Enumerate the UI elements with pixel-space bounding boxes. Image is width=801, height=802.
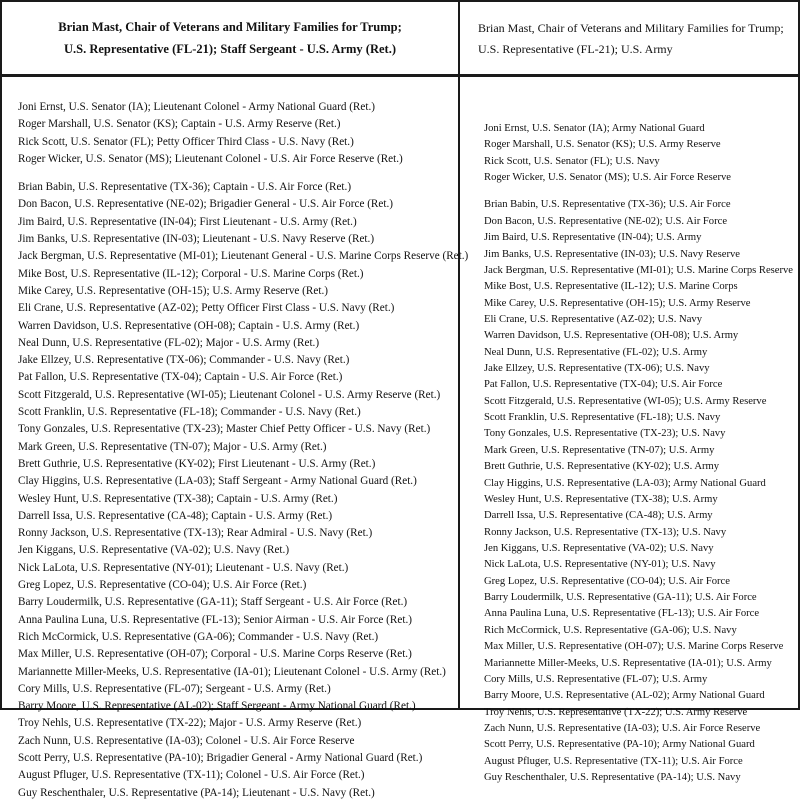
list-item: Brett Guthrie, U.S. Representative (KY-02); First Lieutenant - U.S. Army (Ret.)	[18, 457, 376, 470]
list-item: Greg Lopez, U.S. Representative (CO-04); U.S. Air Force (Ret.)	[18, 579, 307, 592]
list-item: Joni Ernst, U.S. Senator (IA); Army National Guard	[484, 123, 705, 134]
list-item: Brian Babin, U.S. Representative (TX-36); Captain - U.S. Air Force (Ret.)	[18, 181, 352, 194]
list-item: Don Bacon, U.S. Representative (NE-02); U.S. Air Force	[484, 215, 728, 227]
list-item: Nick LaLota, U.S. Representative (NY-01); Lieutenant - U.S. Navy (Ret.)	[18, 561, 349, 574]
list-item: Barry Loudermilk, U.S. Representative (GA-11); U.S. Air Force	[484, 592, 757, 604]
header-left-line2: U.S. Representative (FL-21); Staff Sergeant - U.S. Army (Ret.)	[64, 42, 396, 56]
header-row	[2, 2, 798, 77]
list-item: Zach Nunn, U.S. Representative (IA-03); U.S. Air Force Reserve	[484, 722, 761, 734]
list-item: Barry Moore, U.S. Representative (AL-02); Army National Guard	[484, 690, 765, 702]
list-item: August Pfluger, U.S. Representative (TX-11); U.S. Air Force	[484, 755, 743, 767]
list-item: Barry Loudermilk, U.S. Representative (GA-11); Staff Sergeant - U.S. Air Force (Ret.)	[18, 596, 408, 609]
list-item: Mariannette Miller-Meeks, U.S. Representative (IA-01); U.S. Army	[484, 657, 772, 669]
right-representatives-list	[484, 197, 793, 786]
list-item: Cory Mills, U.S. Representative (FL-07); Sergeant - U.S. Army (Ret.)	[18, 682, 331, 695]
right-senators-list	[484, 121, 793, 186]
list-item: Max Miller, U.S. Representative (OH-07); Corporal - U.S. Marine Corps Reserve (Ret.)	[18, 648, 412, 661]
list-item: Jack Bergman, U.S. Representative (MI-01); U.S. Marine Corps Reserve	[484, 264, 794, 276]
list-item: Rich McCormick, U.S. Representative (GA-06); U.S. Navy	[484, 624, 737, 636]
list-item: Darrell Issa, U.S. Representative (CA-48); U.S. Army	[484, 510, 713, 522]
list-item: Anna Paulina Luna, U.S. Representative (FL-13); Senior Airman - U.S. Air Force (Ret.)	[18, 613, 412, 626]
list-item: Rick Scott, U.S. Senator (FL); U.S. Navy	[484, 155, 660, 167]
list-item: Roger Wicker, U.S. Senator (MS); Lieutenant Colonel - U.S. Air Force Reserve (Ret.)	[18, 152, 403, 165]
list-item: Wesley Hunt, U.S. Representative (TX-38); U.S. Army	[484, 493, 718, 505]
list-item: Warren Davidson, U.S. Representative (OH-08); Captain - U.S. Army (Ret.)	[18, 319, 360, 332]
list-item: Jack Bergman, U.S. Representative (MI-01); Lieutenant General - U.S. Marine Corps Reserve (Ret.)	[18, 250, 469, 263]
list-item: Roger Marshall, U.S. Senator (KS); Captain - U.S. Army Reserve (Ret.)	[18, 118, 341, 131]
header-right-line2: U.S. Representative (FL-21); U.S. Army	[478, 42, 673, 56]
header-right-line1: Brian Mast, Chair of Veterans and Military Families for Trump;	[478, 21, 784, 35]
list-item: Barry Moore, U.S. Representative (AL-02); Staff Sergeant - Army National Guard (Ret.)	[18, 700, 416, 713]
left-representatives-list	[18, 179, 469, 802]
list-item: Jim Banks, U.S. Representative (IN-03); Lieutenant - U.S. Navy Reserve (Ret.)	[18, 233, 375, 246]
list-item: Scott Perry, U.S. Representative (PA-10); Brigadier General - Army National Guard (Ret.)	[18, 751, 423, 764]
list-item: Cory Mills, U.S. Representative (FL-07); U.S. Army	[484, 673, 708, 685]
list-item: Zach Nunn, U.S. Representative (IA-03); Colonel - U.S. Air Force Reserve	[18, 734, 355, 747]
list-item: Eli Crane, U.S. Representative (AZ-02); Petty Officer First Class - U.S. Navy (Ret.)	[18, 302, 395, 315]
list-item: Scott Fitzgerald, U.S. Representative (WI-05); U.S. Army Reserve	[484, 395, 767, 407]
list-item: Warren Davidson, U.S. Representative (OH-08); U.S. Army	[484, 330, 739, 342]
list-item: Jim Baird, U.S. Representative (IN-04); First Lieutenant - U.S. Army (Ret.)	[18, 215, 357, 228]
list-item: Wesley Hunt, U.S. Representative (TX-38); Captain - U.S. Army (Ret.)	[18, 492, 338, 505]
list-item: Scott Franklin, U.S. Representative (FL-18); Commander - U.S. Navy (Ret.)	[18, 406, 361, 419]
list-item: Brian Babin, U.S. Representative (TX-36); U.S. Air Force	[484, 199, 731, 211]
list-item: Ronny Jackson, U.S. Representative (TX-13); U.S. Navy	[484, 526, 727, 538]
list-item: Troy Nehls, U.S. Representative (TX-22); U.S. Army Reserve	[484, 706, 748, 718]
left-senators-list	[18, 99, 448, 168]
list-item: Pat Fallon, U.S. Representative (TX-04); Captain - U.S. Air Force (Ret.)	[18, 371, 343, 384]
list-item: Max Miller, U.S. Representative (OH-07); U.S. Marine Corps Reserve	[484, 641, 784, 653]
list-item: Jake Ellzey, U.S. Representative (TX-06); U.S. Navy	[484, 363, 710, 375]
list-item: Guy Reschenthaler, U.S. Representative (PA-14); U.S. Navy	[484, 772, 741, 784]
list-item: Jake Ellzey, U.S. Representative (TX-06); Commander - U.S. Navy (Ret.)	[18, 354, 350, 367]
list-item: Mike Bost, U.S. Representative (IL-12); U.S. Marine Corps	[484, 281, 738, 293]
list-item: Clay Higgins, U.S. Representative (LA-03); Army National Guard	[484, 477, 766, 489]
list-item: Nick LaLota, U.S. Representative (NY-01); U.S. Navy	[484, 559, 716, 571]
list-item: Jim Banks, U.S. Representative (IN-03); U.S. Navy Reserve	[484, 248, 740, 260]
list-item: Troy Nehls, U.S. Representative (TX-22); Major - U.S. Army Reserve (Ret.)	[18, 717, 362, 730]
list-item: Rick Scott, U.S. Senator (FL); Petty Officer Third Class - U.S. Navy (Ret.)	[18, 135, 354, 148]
list-item: Neal Dunn, U.S. Representative (FL-02); Major - U.S. Army (Ret.)	[18, 336, 320, 349]
header-right-cell	[460, 2, 798, 74]
list-item: Jen Kiggans, U.S. Representative (VA-02); U.S. Navy	[484, 542, 714, 554]
left-column-spacer	[18, 168, 448, 179]
header-left-cell	[2, 2, 460, 74]
list-item: Mike Bost, U.S. Representative (IL-12); Corporal - U.S. Marine Corps (Ret.)	[18, 267, 364, 280]
list-item: Guy Reschenthaler, U.S. Representative (PA-14); Lieutenant - U.S. Navy (Ret.)	[18, 786, 375, 799]
list-item: Roger Marshall, U.S. Senator (KS); U.S. Army Reserve	[484, 139, 721, 151]
list-item: Darrell Issa, U.S. Representative (CA-48); Captain - U.S. Army (Ret.)	[18, 509, 333, 522]
list-item: Ronny Jackson, U.S. Representative (TX-13); Rear Admiral - U.S. Navy (Ret.)	[18, 527, 373, 540]
list-item: Joni Ernst, U.S. Senator (IA); Lieutenant Colonel - Army National Guard (Ret.)	[18, 101, 375, 113]
list-item: Clay Higgins, U.S. Representative (LA-03); Staff Sergeant - Army National Guard (Ret.)	[18, 475, 417, 488]
list-item: Mark Green, U.S. Representative (TN-07); Major - U.S. Army (Ret.)	[18, 440, 327, 453]
left-column	[2, 77, 469, 799]
list-item: Scott Fitzgerald, U.S. Representative (WI-05); Lieutenant Colonel - U.S. Army Reserve (Ret.)	[18, 388, 441, 401]
list-item: Mark Green, U.S. Representative (TN-07); U.S. Army	[484, 444, 715, 456]
list-item: Jim Baird, U.S. Representative (IN-04); U.S. Army	[484, 232, 702, 244]
list-item: Roger Wicker, U.S. Senator (MS); U.S. Air Force Reserve	[484, 172, 731, 184]
list-item: Mariannette Miller-Meeks, U.S. Representative (IA-01); Lieutenant Colonel - U.S. Army (Ret.)	[18, 665, 446, 678]
list-item: Anna Paulina Luna, U.S. Representative (FL-13); U.S. Air Force	[484, 608, 760, 620]
list-item: Tony Gonzales, U.S. Representative (TX-23); U.S. Navy	[484, 428, 726, 440]
list-item: Scott Franklin, U.S. Representative (FL-18); U.S. Navy	[484, 412, 721, 424]
list-item: Brett Guthrie, U.S. Representative (KY-02); U.S. Army	[484, 461, 720, 473]
list-item: Jen Kiggans, U.S. Representative (VA-02); U.S. Navy (Ret.)	[18, 544, 290, 557]
list-item: Tony Gonzales, U.S. Representative (TX-23); Master Chief Petty Officer - U.S. Navy (Ret.)	[18, 423, 431, 436]
list-item: Don Bacon, U.S. Representative (NE-02); Brigadier General - U.S. Air Force (Ret.)	[18, 198, 393, 211]
list-item: August Pfluger, U.S. Representative (TX-11); Colonel - U.S. Air Force (Ret.)	[18, 769, 365, 782]
list-item: Mike Carey, U.S. Representative (OH-15); U.S. Army Reserve	[484, 297, 751, 309]
list-item: Eli Crane, U.S. Representative (AZ-02); U.S. Navy	[484, 313, 703, 325]
right-column	[460, 77, 801, 784]
right-column-spacer	[484, 186, 793, 197]
list-item: Neal Dunn, U.S. Representative (FL-02); U.S. Army	[484, 346, 708, 358]
list-item: Scott Perry, U.S. Representative (PA-10); Army National Guard	[484, 739, 755, 751]
list-item: Mike Carey, U.S. Representative (OH-15); U.S. Army Reserve (Ret.)	[18, 284, 328, 297]
header-left-line1: Brian Mast, Chair of Veterans and Military Families for Trump;	[58, 20, 402, 35]
list-item: Greg Lopez, U.S. Representative (CO-04); U.S. Air Force	[484, 575, 730, 587]
body-row	[2, 77, 798, 799]
list-item: Rich McCormick, U.S. Representative (GA-06); Commander - U.S. Navy (Ret.)	[18, 630, 379, 643]
list-item: Pat Fallon, U.S. Representative (TX-04); U.S. Air Force	[484, 379, 723, 391]
